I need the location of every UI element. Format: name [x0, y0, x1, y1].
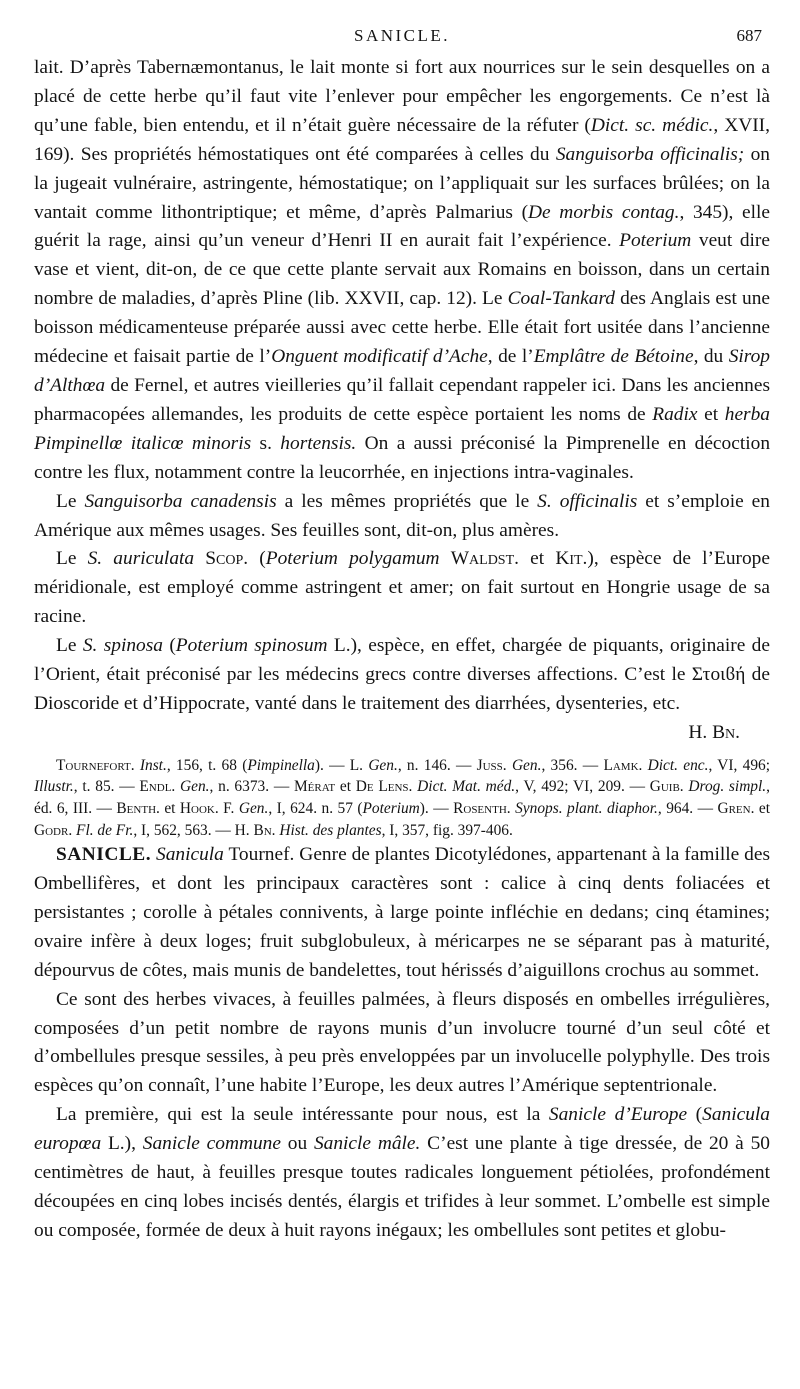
paragraph-sanicle-europe: La première, qui est la seule intéressante pour nous, est la Sanicle d’Europe (Sanicula europœa L.), Sanicle commune ou Sanicle mâle. C’est une plante à tige dressée, de 20 à 50 centimètres de haut, à feuilles presque toutes radicales longuement pétiolées, profondément découpées en cinq lobes incisés dentés, élargis et trifides à leur sommet. L’ombelle est simple ou composée, formée de deux à huit rayons inégaux; les ombellules sont petites et globu- — [34, 1104, 770, 1241]
running-header — [34, 26, 770, 54]
paragraph-sanicle-description: Ce sont des herbes vivaces, à feuilles palmées, à fleurs disposés en ombelles irrégulières, composées d’un petit nombre de rayons munis d’un involucre tourné d’un seul côté et d’ombellules presque sessiles, à peu près enveloppées par un involucelle polyphylle. Des trois espèces qu’on connaît, l’une habite l’Europe, les deux autres l’Amérique septentrionale. — [34, 988, 770, 1097]
bibliography-references: Tournefort. Inst., 156, t. 68 (Pimpinella). — L. Gen., n. 146. — Juss. Gen., 356. — Lamk. Dict. enc., VI, 496; Illustr., t. 85. — Endl. Gen., n. 6373. — Mérat et De Lens. Dict. Mat. méd., V, 492; VI, 209. — Guib. Drog. simpl., éd. 6, III. — Benth. et Hook. F. Gen., I, 624. n. 57 (Poterium). — Rosenth. Synops. plant. diaphor., 964. — Gren. et Godr. Fl. de Fr., I, 562, 563. — H. Bn. Hist. des plantes, I, 357, fig. 397-406. — [34, 756, 771, 839]
paragraph-s-spinosa: Le S. spinosa (Poterium spinosum L.), espèce, en effet, chargée de piquants, originaire de l’Orient, était préconisé par les médecins grecs contre diverses affections. C’est le Στοιϐή de Dioscoride et d’Hippocrate, vanté dans le traitement des diarrhées, dysenteries, etc. H. Bn. — [34, 632, 770, 748]
paragraph-poterium-properties: lait. D’après Tabernæmontanus, le lait monte si fort aux nourrices sur le sein desquelles on a placé de cette herbe qu’il faut vite l’enlever pour empêcher les engorgements. Ce n’est là qu’une fable, bien entendu, et il n’était guère nécessaire de la réfuter (Dict. sc. médic., XVII, 169). Ses propriétés hémostatiques ont été comparées à celles du Sanguisorba officinalis; on la jugeait vulnéraire, astringente, hémostatique; on l’appliquait sur les surfaces brûlées; on la vantait comme lithontriptique; et même, d’après Palmarius (De morbis contag., 345), elle guérit la rage, ainsi qu’un veneur d’Henri II en aurait fait l’expérience. Poterium veut dire vase et vient, dit-on, de ce que cette plante servait aux Romains en boisson, dans un certain nombre de maladies, d’après Pline (lib. XXVII, cap. 12). Le Coal-Tankard des Anglais est une boisson médicamenteuse préparée aussi avec cette herbe. Elle était fort usitée dans l’ancienne médecine et faisait partie de l’Onguent modificatif d’Ache, de l’Emplâtre de Bétoine, du Sirop d’Althœa de Fernel, et autres vieilleries qu’il fallait cependant rappeler ici. Dans les anciennes pharmacopées allemandes, les produits de cette espèce portaient les noms de Radix et herba Pimpinellœ italicœ minoris s. hortensis. On a aussi préconisé la Pimprenelle en décoction contre les flux, notamment contre la leucorrhée, en injections intra-vaginales. — [34, 57, 771, 483]
running-title: SANICLE. — [353, 26, 451, 45]
page-number: 687 — [736, 26, 762, 45]
paragraph-s-auriculata: Le S. auriculata Scop. (Poterium polygamum Waldst. et Kit.), espèce de l’Europe méridionale, est employé comme astringent et amer; on fait surtout en Hongrie usage de sa racine. — [34, 548, 770, 628]
entry-sanicle: SANICLE. Sanicula Tournef. Genre de plantes Dicotylédones, appartenant à la famille des Ombellifères, et dont les principaux caractères sont : calice à cinq dents foliacées et persistantes ; corolle à pétales connivents, à large pointe infléchie en dedans; cinq étamines; ovaire infère à deux loges; fruit subglobuleux, à méricarpes ne se séparant pas à maturité, dépourvus de côtes, mais munis de bandelettes, tout hérissés d’aiguillons crochus au sommet. — [34, 844, 770, 981]
entry-headword: SANICLE. — [56, 844, 152, 866]
author-signature: H. Bn. — [688, 721, 740, 743]
paragraph-sanguisorba-canadensis: Le Sanguisorba canadensis a les mêmes propriétés que le S. officinalis et s’emploie en Amérique aux mêmes usages. Ses feuilles sont, dit-on, plus amères. — [34, 490, 770, 541]
greek-word: Στοιϐή — [691, 664, 746, 686]
main-text — [34, 54, 770, 1246]
